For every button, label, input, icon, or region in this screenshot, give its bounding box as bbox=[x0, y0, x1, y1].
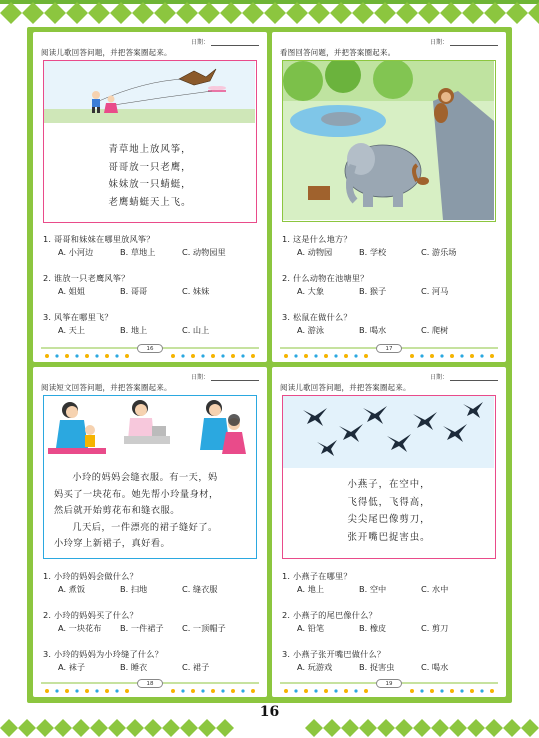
question: 2. 小玲的妈妈买了什么？ bbox=[43, 610, 138, 620]
date-line[interactable] bbox=[211, 40, 259, 46]
story-line: 几天后，一件漂亮的裙子缝好了。 bbox=[72, 521, 218, 533]
swallows-icon bbox=[283, 396, 494, 468]
bottom-diamond-border bbox=[0, 718, 539, 738]
question-list bbox=[282, 233, 498, 350]
options-row bbox=[43, 245, 259, 259]
question: 3. 风筝在哪里飞？ bbox=[43, 312, 113, 322]
card-page-number: 18 bbox=[137, 679, 163, 688]
option-a[interactable]: A. 大象 bbox=[297, 286, 325, 296]
story-box bbox=[43, 395, 257, 559]
option-c[interactable]: C. 游乐场 bbox=[421, 247, 457, 257]
poem-box bbox=[43, 60, 257, 223]
question: 3. 小燕子张开嘴巴做什么？ bbox=[282, 649, 386, 659]
poem-line: 哥哥放一只老鹰， bbox=[108, 161, 192, 173]
option-b[interactable]: B. 地上 bbox=[120, 325, 148, 335]
date-field bbox=[191, 372, 259, 381]
question-list bbox=[43, 233, 259, 350]
worksheet-card-sewing bbox=[33, 367, 267, 697]
option-c[interactable]: C. 山上 bbox=[182, 325, 210, 335]
instruction-text: 看图回答问题，并把答案圈起来。 bbox=[280, 48, 396, 57]
option-b[interactable]: B. 喝水 bbox=[359, 325, 387, 335]
question-list bbox=[43, 570, 259, 687]
option-a[interactable]: A. 天上 bbox=[58, 325, 86, 335]
option-b[interactable]: B. 橡皮 bbox=[359, 623, 387, 633]
options-row bbox=[43, 582, 259, 596]
poem-box bbox=[282, 395, 496, 559]
options-row bbox=[43, 621, 259, 635]
option-c[interactable]: C. 一顶帽子 bbox=[182, 623, 226, 633]
question-list bbox=[282, 570, 498, 687]
story-text bbox=[54, 470, 250, 553]
instruction-text: 阅读儿歌回答问题，并把答案圈起来。 bbox=[280, 383, 411, 392]
instruction-text: 阅读儿歌回答问题，并把答案圈起来。 bbox=[41, 48, 172, 57]
instruction-text: 阅读短文回答问题，并把答案圈起来。 bbox=[41, 383, 172, 392]
zoo-icon bbox=[283, 61, 494, 220]
date-label: 日期： bbox=[190, 39, 209, 46]
option-a[interactable]: A. 游泳 bbox=[297, 325, 325, 335]
option-c[interactable]: C. 剪刀 bbox=[421, 623, 449, 633]
card-page-number: 17 bbox=[376, 344, 402, 353]
option-a[interactable]: A. 煮饭 bbox=[58, 584, 86, 594]
option-c[interactable]: C. 喝水 bbox=[421, 662, 449, 672]
option-b[interactable]: B. 一件裙子 bbox=[120, 623, 164, 633]
question: 3. 松鼠在做什么？ bbox=[282, 312, 352, 322]
worksheet-card-zoo bbox=[272, 32, 506, 362]
question: 1. 小玲的妈妈会做什么？ bbox=[43, 571, 138, 581]
question: 1. 这是什么地方？ bbox=[282, 234, 352, 244]
story-line: 小玲的妈妈会缝衣服。有一天，妈 bbox=[72, 472, 218, 483]
option-b[interactable]: B. 扫地 bbox=[120, 584, 148, 594]
options-row bbox=[43, 660, 259, 674]
option-c[interactable]: C. 妹妹 bbox=[182, 286, 210, 296]
date-line[interactable] bbox=[211, 375, 259, 381]
card-page-number: 19 bbox=[376, 679, 402, 688]
option-c[interactable]: C. 爬树 bbox=[421, 325, 449, 335]
date-field bbox=[430, 372, 498, 381]
question: 1. 哥哥和妹妹在哪里放风筝？ bbox=[43, 234, 155, 244]
option-a[interactable]: A. 地上 bbox=[297, 584, 325, 594]
options-row bbox=[282, 323, 498, 337]
poem-line: 青草地上放风筝， bbox=[108, 144, 192, 155]
option-c[interactable]: C. 裙子 bbox=[182, 662, 210, 672]
picture-box bbox=[282, 60, 496, 222]
story-line: 然后就开始剪花布和缝衣服。 bbox=[54, 505, 180, 516]
option-a[interactable]: A. 姐姐 bbox=[58, 286, 86, 296]
option-a[interactable]: A. 铅笔 bbox=[297, 623, 325, 633]
options-row bbox=[282, 284, 498, 298]
option-a[interactable]: A. 小河边 bbox=[58, 247, 94, 257]
date-label: 日期： bbox=[190, 374, 209, 381]
date-field bbox=[191, 37, 259, 46]
option-b[interactable]: B. 捉害虫 bbox=[359, 662, 395, 672]
poem-line: 张开嘴巴捉害虫。 bbox=[347, 531, 431, 543]
story-line: 小玲穿上新裙子，真好看。 bbox=[54, 538, 171, 549]
question: 1. 小燕子在哪里？ bbox=[282, 571, 352, 581]
options-row bbox=[282, 621, 498, 635]
poem-line: 老鹰蜻蜓天上飞。 bbox=[108, 196, 192, 208]
options-row bbox=[43, 323, 259, 337]
card-page-number: 16 bbox=[137, 344, 163, 353]
option-b[interactable]: B. 哥哥 bbox=[120, 286, 148, 296]
options-row bbox=[282, 582, 498, 596]
option-c[interactable]: C. 动物园里 bbox=[182, 247, 226, 257]
option-b[interactable]: B. 空中 bbox=[359, 584, 387, 594]
poem-line: 飞得低，飞得高， bbox=[347, 496, 431, 508]
question: 2. 谁放一只老鹰风筝？ bbox=[43, 273, 130, 283]
option-a[interactable]: A. 动物园 bbox=[297, 247, 333, 257]
option-a[interactable]: A. 玩游戏 bbox=[297, 662, 333, 672]
poem-line: 妹妹放一只蜻蜓， bbox=[108, 179, 192, 190]
poem-text bbox=[283, 476, 495, 546]
option-a[interactable]: A. 袜子 bbox=[58, 662, 86, 672]
question: 2. 小燕子的尾巴像什么？ bbox=[282, 610, 377, 620]
option-b[interactable]: B. 草地上 bbox=[120, 247, 156, 257]
poem-line: 小燕子，在空中， bbox=[347, 479, 431, 490]
option-b[interactable]: B. 学校 bbox=[359, 247, 387, 257]
question: 3. 小玲的妈妈为小玲缝了什么？ bbox=[43, 649, 164, 659]
option-c[interactable]: C. 河马 bbox=[421, 286, 449, 296]
page-number: 16 bbox=[259, 704, 280, 720]
options-row bbox=[282, 245, 498, 259]
option-c[interactable]: C. 水中 bbox=[421, 584, 449, 594]
question: 2. 什么动物在池塘里？ bbox=[282, 273, 369, 283]
story-line: 妈买了一块花布。她先帮小玲量身材， bbox=[54, 488, 219, 500]
date-line[interactable] bbox=[450, 40, 498, 46]
option-b[interactable]: B. 猴子 bbox=[359, 286, 387, 296]
worksheet-card-kite bbox=[33, 32, 267, 362]
poem-text bbox=[44, 141, 256, 211]
options-row bbox=[282, 660, 498, 674]
date-field bbox=[430, 37, 498, 46]
worksheet-card-swallows bbox=[272, 367, 506, 697]
date-label: 日期： bbox=[429, 39, 448, 46]
sewing-icon bbox=[44, 396, 255, 462]
top-diamond-border bbox=[0, 0, 539, 26]
date-line[interactable] bbox=[450, 375, 498, 381]
option-a[interactable]: A. 一块花布 bbox=[58, 623, 102, 633]
option-b[interactable]: B. 睡衣 bbox=[120, 662, 148, 672]
date-label: 日期： bbox=[429, 374, 448, 381]
kite-icon bbox=[44, 61, 255, 123]
options-row bbox=[43, 284, 259, 298]
poem-line: 尖尖尾巴像剪刀， bbox=[347, 514, 431, 525]
option-c[interactable]: C. 缝衣服 bbox=[182, 584, 218, 594]
